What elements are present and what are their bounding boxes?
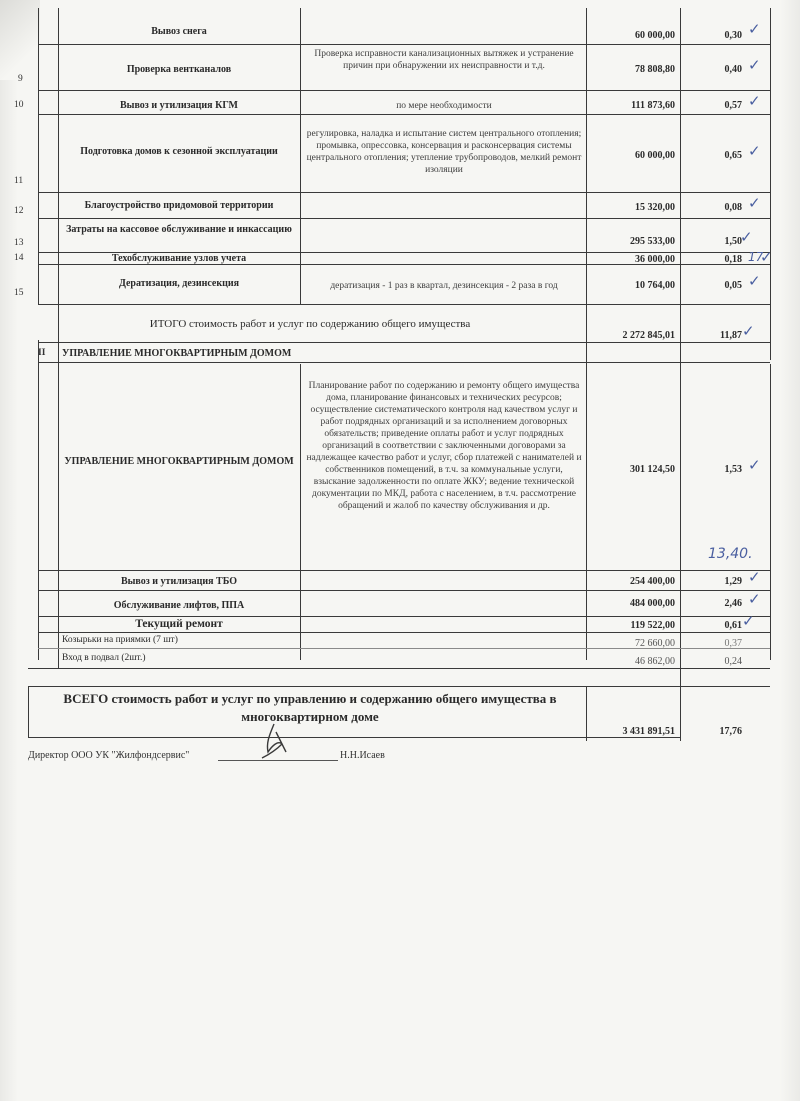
repair-item-amount: 72 660,00 xyxy=(635,638,675,649)
row-number: 11 xyxy=(14,176,24,186)
vsego-rate: 17,76 xyxy=(719,726,742,737)
check-mark-icon: ✓ xyxy=(748,272,761,290)
row-description: Проверка исправности канализационных вытяжек и устранение причин при обнаружении их неисправности и т.д. xyxy=(314,49,574,71)
row-amount: 60 000,00 xyxy=(635,30,675,41)
row-line xyxy=(38,616,770,617)
row-line xyxy=(38,342,770,343)
row-description: регулировка, наладка и испытание систем центрального отопления; промывка, опрессовка, консервация и расконсервация системы центрального отопления; утепление трубопроводов, мелкий ремонт изоляции xyxy=(306,129,582,175)
handwritten-note: 13,40. xyxy=(708,546,753,562)
section-title: УПРАВЛЕНИЕ МНОГОКВАРТИРНЫМ ДОМОМ xyxy=(62,348,292,359)
row-line xyxy=(38,192,770,193)
row-line xyxy=(38,590,770,591)
row-number: 12 xyxy=(14,206,24,216)
row-amount: 295 533,00 xyxy=(630,236,675,247)
row-amount: 36 000,00 xyxy=(635,254,675,265)
row-line xyxy=(38,304,770,305)
row-amount: 78 808,80 xyxy=(635,64,675,75)
extra-row-name: Текущий ремонт xyxy=(135,618,223,630)
row-description: дератизация - 1 раз в квартал, дезинсекция - 2 раза в год xyxy=(330,281,558,291)
row-name: Благоустройство придомовой территории xyxy=(84,200,274,211)
check-mark-icon: ✓ xyxy=(748,456,761,474)
extra-row-rate: 1,29 xyxy=(724,576,742,587)
row-line xyxy=(38,44,770,45)
section-number: II xyxy=(38,348,46,358)
signature-icon xyxy=(252,722,302,762)
row-number: 10 xyxy=(14,100,24,110)
row-description: по мере необходимости xyxy=(396,101,492,111)
row-line xyxy=(38,218,770,219)
total-box-bottom xyxy=(28,737,680,738)
row-line xyxy=(38,362,770,363)
row-amount: 10 764,00 xyxy=(635,280,675,291)
extra-row-amount: 254 400,00 xyxy=(630,576,675,587)
row-number: 15 xyxy=(14,288,24,298)
check-mark-icon: ✓ xyxy=(748,590,761,608)
itogo-rate: 11,87 xyxy=(720,330,742,341)
check-mark-icon: ✓ xyxy=(748,568,761,586)
management-name: УПРАВЛЕНИЕ МНОГОКВАРТИРНЫМ ДОМОМ xyxy=(64,456,294,467)
row-line xyxy=(38,114,770,115)
row-number: 13 xyxy=(14,238,24,248)
row-name: Вывоз и утилизация КГМ xyxy=(119,100,238,111)
check-mark-icon: ✓ xyxy=(760,248,773,266)
col-rate-right-2 xyxy=(770,364,771,660)
row-number: 14 xyxy=(14,253,24,263)
row-rate: 0,08 xyxy=(724,202,742,213)
extra-row-name: Вывоз и утилизация ТБО xyxy=(120,576,238,587)
check-mark-icon: ✓ xyxy=(742,612,755,630)
management-rate: 1,53 xyxy=(724,464,742,475)
row-line xyxy=(38,632,770,633)
vsego-amount: 3 431 891,51 xyxy=(622,726,675,737)
check-mark-icon: ✓ xyxy=(748,194,761,212)
extra-row-rate: 2,46 xyxy=(724,598,742,609)
handwritten-note: 17 xyxy=(748,250,764,264)
repair-item-rate: 0,37 xyxy=(724,638,742,649)
col-name-divider xyxy=(300,8,301,304)
row-amount: 60 000,00 xyxy=(635,150,675,161)
row-name: Подготовка домов к сезонной эксплуатации xyxy=(80,146,278,157)
row-rate: 0,57 xyxy=(724,100,742,111)
check-mark-icon: ✓ xyxy=(748,56,761,74)
row-name: Вывоз снега xyxy=(151,26,207,37)
itogo-amount: 2 272 845,01 xyxy=(622,330,675,341)
check-mark-icon: ✓ xyxy=(748,142,761,160)
repair-item-amount: 46 862,00 xyxy=(635,656,675,667)
total-box-top xyxy=(28,686,770,687)
extra-row-amount: 484 000,00 xyxy=(630,598,675,609)
director-title: Директор ООО УК "Жилфондсервис" xyxy=(28,750,190,761)
check-mark-icon: ✓ xyxy=(748,92,761,110)
col-rate-right xyxy=(770,8,771,360)
extra-row-name: Обслуживание лифтов, ППА xyxy=(113,600,245,611)
row-number: 9 xyxy=(18,74,23,84)
row-line xyxy=(38,90,770,91)
management-description: Планирование работ по содержанию и ремонту общего имущества дома, планирование финансовых и технических ресурсов; осуществление систематического контроля над качеством услуг и работ подрядных организаций и за исполнением договорных обязательств; приведение оплаты работ и услуг подрядных организаций в соответствии с заключенными договорами за надлежащее качество работ и услуг, сбор платежей с нанимателей и собственников помещений, в т.ч. за коммунальные услуги, взыскание задолженности по оплате ЖКУ; ведение технической документации по МКД, работа с населением, в т.ч. рассмотрение обращений и жалоб по качеству обслуживания и др. xyxy=(306,381,582,511)
row-rate: 0,30 xyxy=(724,30,742,41)
row-rate: 1,50 xyxy=(724,236,742,247)
extra-row-rate: 0,61 xyxy=(724,620,742,631)
director-name: Н.Н.Исаев xyxy=(340,750,385,761)
itogo-label: ИТОГО стоимость работ и услуг по содержанию общего имущества xyxy=(149,318,471,330)
check-mark-icon: ✓ xyxy=(740,228,753,246)
total-box-left xyxy=(28,686,29,738)
row-name: Проверка вентканалов xyxy=(126,64,232,75)
repair-item-name: Вход в подвал (2шт.) xyxy=(62,653,146,663)
management-amount: 301 124,50 xyxy=(630,464,675,475)
row-name: Дератизация, дезинсекция xyxy=(118,278,240,289)
row-rate: 0,18 xyxy=(724,254,742,265)
col-num-divider xyxy=(58,8,59,668)
repair-item-rate: 0,24 xyxy=(724,656,742,667)
table-border-left xyxy=(38,8,39,304)
row-rate: 0,65 xyxy=(724,150,742,161)
row-name: Техобслуживание узлов учета xyxy=(111,253,247,264)
row-amount: 111 873,60 xyxy=(631,100,675,111)
row-amount: 15 320,00 xyxy=(635,202,675,213)
row-rate: 0,40 xyxy=(724,64,742,75)
check-mark-icon: ✓ xyxy=(748,20,761,38)
table-border-left-2 xyxy=(38,340,39,660)
row-rate: 0,05 xyxy=(724,280,742,291)
row-line xyxy=(28,668,770,669)
check-mark-icon: ✓ xyxy=(742,322,755,340)
row-name: Затраты на кассовое обслуживание и инкассацию xyxy=(66,224,292,235)
repair-item-name: Козырьки на приямки (7 шт) xyxy=(62,635,178,645)
extra-row-amount: 119 522,00 xyxy=(630,620,675,631)
vsego-label: ВСЕГО стоимость работ и услуг по управлению и содержанию общего имущества в многоквартирном доме xyxy=(63,691,557,724)
row-line xyxy=(38,570,770,571)
